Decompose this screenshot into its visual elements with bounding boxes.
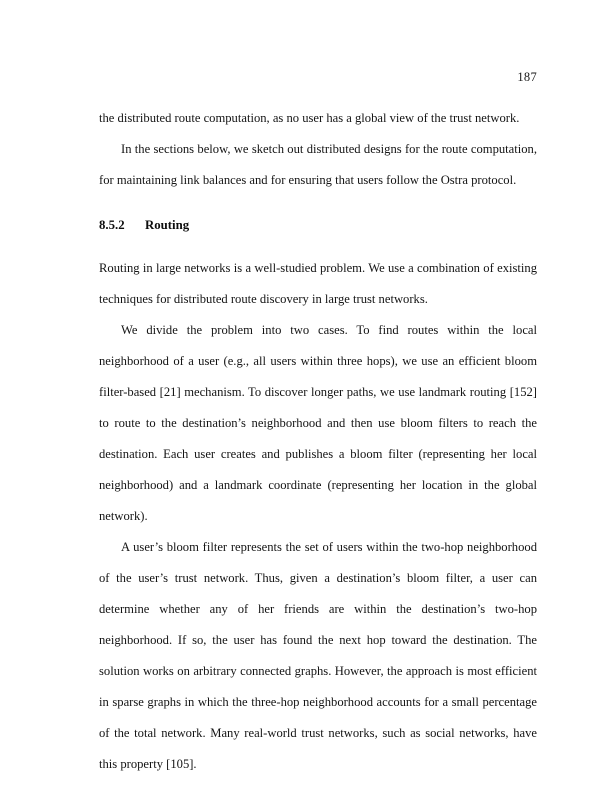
section-number: 8.5.2 <box>99 218 125 232</box>
section-heading <box>99 196 537 253</box>
paragraph-routing-intro: Routing in large networks is a well-studied problem. We use a combination of existing techniques for distributed route discovery in large trust networks. <box>99 261 537 306</box>
page-number: 187 <box>517 70 537 84</box>
paragraph-bloom-filter: A user’s bloom filter represents the set of users within the two-hop neighborhood of the user’s trust network. Thus, given a destination’s bloom filter, a user can determine whether any of her friends are within the destination’s two-hop neighborhood. If so, the user has found the next hop toward the destination. The solution works on arbitrary connected graphs. However, the approach is most efficient in sparse graphs in which the three-hop neighborhood accounts for a small percentage of the total network. Many real-world trust networks, such as social networks, have this property [105]. <box>99 540 537 771</box>
page-body <box>99 103 537 780</box>
paragraph-two-cases: We divide the problem into two cases. To find routes within the local neighborhood of a user (e.g., all users within three hops), we use an efficient bloom filter-based [21] mechanism. To discover longer paths, we use landmark routing [152] to route to the destination’s neighborhood and then use bloom filters to reach the destination. Each user creates and publishes a bloom filter (representing her local neighborhood) and a landmark coordinate (representing her location in the global network). <box>99 323 537 523</box>
paragraph-continuation: the distributed route computation, as no user has a global view of the trust network. <box>99 111 520 125</box>
section-title: Routing <box>145 218 190 232</box>
paragraph-sections-below: In the sections below, we sketch out distributed designs for the route computation, for maintaining link balances and for ensuring that users follow the Ostra protocol. <box>99 142 537 187</box>
